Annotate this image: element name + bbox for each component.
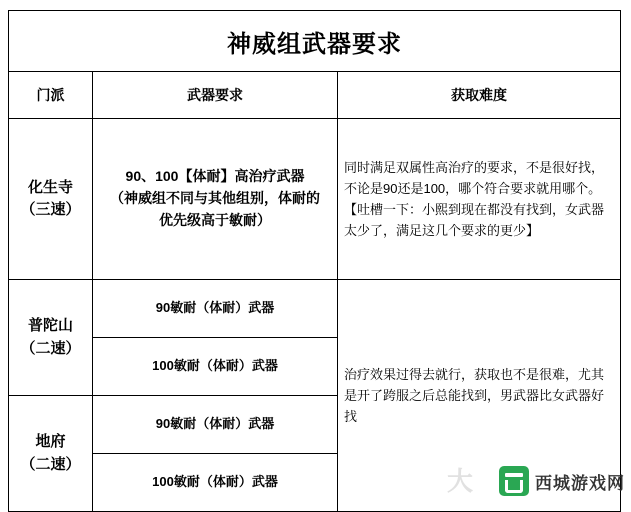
weapon-line-1: 90、100【体耐】高治疗武器 xyxy=(125,168,305,185)
table-title-row xyxy=(9,11,621,72)
site-brand-name: 西城游戏网 xyxy=(535,473,625,493)
weapon-line-3: 优先级高于敏耐） xyxy=(159,211,271,228)
weapon-requirement-putuoshan-100: 100敏耐（体耐）武器 xyxy=(93,338,338,396)
watermark-ghost-text: 大 xyxy=(446,466,473,496)
site-logo-icon xyxy=(499,466,529,496)
sect-name: 普陀山 xyxy=(27,317,73,334)
weapon-requirement-difu-100: 100敏耐（体耐）武器 xyxy=(93,454,338,512)
sect-putuoshan xyxy=(9,280,93,396)
weapon-requirement-difu-90: 90敏耐（体耐）武器 xyxy=(93,396,338,454)
column-header-difficulty: 获取难度 xyxy=(338,72,621,119)
sect-name: 地府 xyxy=(35,433,66,450)
sect-huashengsi xyxy=(9,119,93,280)
weapon-line-2: （神威组不同与其他组别，体耐的 xyxy=(110,190,320,207)
sect-speed: （二速） xyxy=(20,455,81,473)
difficulty-note-putuoshan-difu: 治疗效果过得去就行，获取也不是很难，尤其是开了跨服之后总能找到，男武器比女武器好找 xyxy=(338,280,621,512)
sect-speed: （三速） xyxy=(20,201,81,218)
sect-speed: （二速） xyxy=(20,339,81,357)
sect-name: 化生寺 xyxy=(27,178,73,196)
weapon-requirement-table xyxy=(8,10,621,512)
table-header-row xyxy=(9,72,621,119)
column-header-sect: 门派 xyxy=(9,72,93,119)
column-header-weapon: 武器要求 xyxy=(93,72,338,119)
watermark xyxy=(499,466,625,496)
table-row xyxy=(9,280,621,338)
table-row xyxy=(9,119,621,280)
sect-difu xyxy=(9,396,93,512)
weapon-requirement-huashengsi xyxy=(93,119,338,280)
page-title: 神威组武器要求 xyxy=(9,11,621,72)
document-page xyxy=(8,10,620,512)
difficulty-note-huashengsi: 同时满足双属性高治疗的要求，不是很好找，不论是90还是100，哪个符合要求就用哪个。【吐槽一下：小熙到现在都没有找到，女武器太少了，满足这几个要求的更少】 xyxy=(338,119,621,280)
weapon-requirement-putuoshan-90: 90敏耐（体耐）武器 xyxy=(93,280,338,338)
